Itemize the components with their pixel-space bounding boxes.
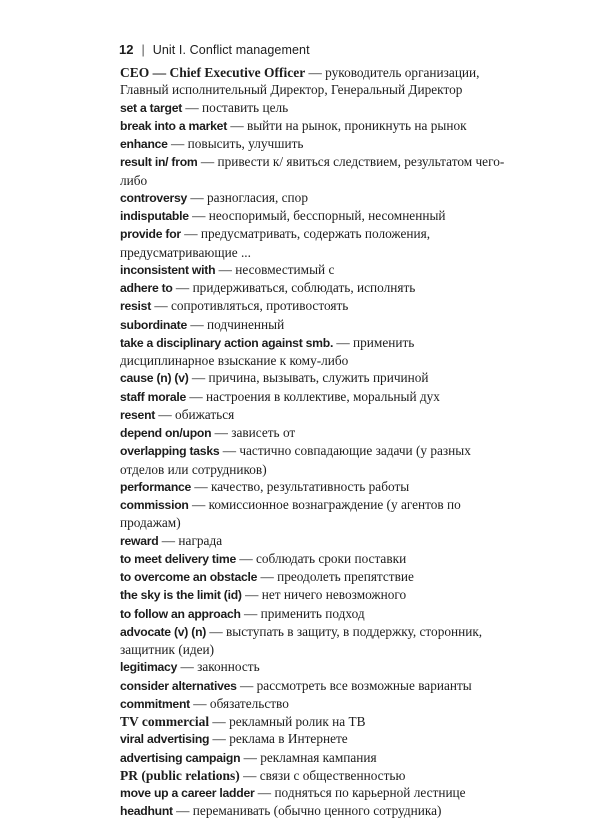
glossary-term: result in/ from	[120, 155, 198, 170]
em-dash-separator: —	[254, 785, 275, 800]
em-dash-separator: —	[167, 136, 188, 151]
glossary-definition: нет ничего невозможного	[261, 587, 407, 603]
glossary-entry	[120, 623, 512, 659]
glossary-entry	[120, 713, 512, 730]
glossary-entry	[120, 550, 512, 568]
em-dash-separator: —	[188, 208, 209, 223]
em-dash-separator: —	[305, 65, 326, 80]
glossary-term: PR (public relations)	[120, 767, 240, 783]
em-dash-separator: —	[177, 659, 198, 675]
glossary-definition: руководитель организации, Главный исполнительный Директор, Генеральный Директор	[120, 65, 480, 98]
glossary-definition: преодолеть препятствие	[277, 569, 414, 584]
glossary-entry	[120, 532, 512, 550]
page-header	[119, 42, 310, 60]
em-dash-separator: —	[236, 550, 256, 566]
em-dash-separator: —	[186, 388, 207, 404]
glossary-definition: рекламная кампания	[260, 749, 377, 765]
glossary-term: performance	[120, 479, 192, 494]
em-dash-separator: —	[236, 677, 257, 693]
glossary-definition: законность	[197, 659, 260, 675]
glossary-term: adhere to	[120, 281, 173, 295]
glossary-term: viral advertising	[120, 732, 210, 747]
glossary-entry	[120, 261, 512, 279]
glossary-term: TV commercial	[120, 714, 210, 729]
em-dash-separator: —	[187, 189, 207, 205]
glossary-entry	[120, 153, 512, 189]
glossary-term: advertising campaign	[120, 750, 241, 765]
glossary-definition: качество, результативность работы	[211, 478, 410, 494]
glossary-term: depend on/upon	[120, 426, 212, 440]
glossary-term: resist	[120, 299, 152, 314]
em-dash-separator: —	[206, 623, 227, 639]
em-dash-separator: —	[172, 280, 193, 295]
em-dash-separator: —	[187, 316, 207, 332]
glossary-definition: выступать в защиту, в поддержку, сторонник, защитник (идеи)	[120, 623, 483, 657]
em-dash-separator: —	[241, 587, 262, 603]
glossary-entry	[120, 658, 512, 676]
glossary-entry	[120, 695, 512, 713]
glossary-term: to meet delivery time	[120, 551, 236, 566]
glossary-definition: соблюдать сроки поставки	[255, 550, 407, 566]
glossary-definition: обязательство	[209, 695, 289, 711]
em-dash-separator: —	[155, 406, 176, 422]
glossary-term: consider alternatives	[120, 678, 237, 693]
em-dash-separator: —	[240, 605, 261, 621]
em-dash-separator: —	[219, 443, 240, 459]
glossary-definition: придерживаться, соблюдать, исполнять	[192, 280, 416, 295]
glossary-definition: переманивать (обычно ценного сотрудника)	[192, 803, 442, 819]
glossary-definition: рекламный ролик на ТВ	[229, 714, 366, 729]
glossary-term: break into a market	[120, 118, 228, 133]
glossary-term: set a target	[120, 100, 183, 115]
glossary-definition: применить дисциплинарное взыскание к кому-либо	[120, 334, 415, 368]
glossary-entry	[120, 568, 512, 586]
glossary-definition: поставить цель	[201, 99, 289, 115]
glossary-term: controversy	[120, 190, 188, 205]
em-dash-separator: —	[182, 99, 202, 115]
glossary-definition: частично совпадающие задачи (у разных отделов или сотрудников)	[120, 443, 471, 477]
glossary-definition: реклама в Интернете	[229, 731, 348, 747]
glossary-term: resent	[120, 407, 156, 422]
glossary-entry	[120, 802, 512, 820]
glossary-list	[120, 64, 512, 821]
header-divider: |	[141, 43, 145, 57]
em-dash-separator: —	[197, 154, 218, 170]
glossary-term: CEO — Chief Executive Officer	[120, 65, 306, 80]
glossary-definition: предусматривать, содержать положения, предусматривающие ...	[120, 226, 431, 260]
glossary-entry	[120, 225, 512, 261]
glossary-entry	[120, 442, 512, 478]
glossary-entry	[120, 64, 512, 99]
glossary-entry	[120, 334, 512, 370]
glossary-term: move up a career ladder	[120, 786, 255, 800]
glossary-term: legitimacy	[120, 660, 178, 675]
em-dash-separator: —	[215, 261, 236, 277]
glossary-entry	[120, 605, 512, 623]
glossary-term: cause (n) (v)	[120, 371, 189, 386]
em-dash-separator: —	[209, 714, 230, 729]
em-dash-separator: —	[151, 298, 171, 314]
em-dash-separator: —	[227, 117, 247, 133]
glossary-term: commission	[120, 498, 189, 512]
glossary-term: inconsistent with	[120, 262, 216, 277]
glossary-definition: причина, вызывать, служить причиной	[208, 370, 429, 386]
glossary-term: to follow an approach	[120, 606, 241, 621]
glossary-term: headhunt	[120, 804, 173, 819]
glossary-term: take a disciplinary action against smb.	[120, 335, 334, 350]
glossary-entry	[120, 406, 512, 424]
em-dash-separator: —	[257, 569, 278, 584]
glossary-entry	[120, 586, 512, 604]
glossary-definition: подчиненный	[206, 316, 285, 332]
glossary-definition: несовместимый с	[235, 261, 335, 277]
glossary-definition: выйти на рынок, проникнуть на рынок	[246, 117, 467, 133]
em-dash-separator: —	[333, 334, 354, 350]
em-dash-separator: —	[239, 767, 260, 783]
em-dash-separator: —	[191, 478, 212, 494]
glossary-entry	[120, 135, 512, 153]
glossary-entry	[120, 207, 512, 225]
glossary-definition: награда	[178, 532, 223, 548]
glossary-entry	[120, 189, 512, 207]
glossary-definition: привести к/ явиться следствием, результатом чего-либо	[120, 154, 505, 188]
em-dash-separator: —	[211, 425, 232, 440]
glossary-definition: рассмотреть все возможные варианты	[256, 677, 472, 693]
glossary-entry	[120, 279, 512, 297]
glossary-term: overlapping tasks	[120, 444, 220, 459]
glossary-entry	[120, 388, 512, 406]
glossary-term: to overcome an obstacle	[120, 570, 258, 584]
glossary-definition: подняться по карьерной лестнице	[274, 785, 466, 800]
em-dash-separator: —	[172, 803, 193, 819]
glossary-entry	[120, 117, 512, 135]
glossary-term: enhance	[120, 137, 168, 151]
em-dash-separator: —	[188, 370, 209, 386]
glossary-term: subordinate	[120, 317, 187, 332]
glossary-term: reward	[120, 533, 159, 548]
em-dash-separator: —	[180, 226, 201, 242]
glossary-definition: зависеть от	[231, 425, 296, 440]
glossary-term: indisputable	[120, 209, 189, 223]
glossary-definition: обижаться	[175, 406, 235, 422]
glossary-entry	[120, 369, 512, 387]
glossary-entry	[120, 677, 512, 695]
glossary-definition: неоспоримый, бесспорный, несомненный	[208, 208, 446, 223]
page-number: 12	[119, 42, 134, 57]
glossary-definition: повысить, улучшить	[187, 136, 304, 151]
glossary-entry	[120, 784, 512, 802]
section-title: Unit I. Conflict management	[152, 43, 310, 57]
glossary-definition: разногласия, спор	[206, 189, 308, 205]
em-dash-separator: —	[188, 497, 209, 512]
glossary-term: advocate (v) (n)	[120, 624, 207, 639]
glossary-definition: комиссионное вознаграждение (у агентов по продажам)	[120, 497, 461, 531]
glossary-term: provide for	[120, 227, 181, 242]
glossary-definition: настроения в коллективе, моральный дух	[206, 388, 440, 404]
glossary-entry	[120, 424, 512, 442]
em-dash-separator: —	[240, 749, 261, 765]
glossary-entry	[120, 767, 512, 784]
glossary-entry	[120, 99, 512, 117]
glossary-definition: применить подход	[260, 605, 365, 621]
em-dash-separator: —	[189, 695, 210, 711]
glossary-term: commitment	[120, 696, 190, 711]
glossary-definition: сопротивляться, противостоять	[170, 298, 349, 314]
glossary-entry	[120, 496, 512, 532]
em-dash-separator: —	[158, 532, 179, 548]
glossary-definition: связи с общественностью	[259, 767, 406, 783]
glossary-entry	[120, 316, 512, 334]
glossary-term: the sky is the limit (id)	[120, 588, 242, 603]
em-dash-separator: —	[209, 731, 230, 747]
glossary-entry	[120, 749, 512, 767]
glossary-entry	[120, 478, 512, 496]
glossary-term: staff morale	[120, 389, 187, 404]
glossary-entry	[120, 730, 512, 748]
glossary-entry	[120, 297, 512, 315]
